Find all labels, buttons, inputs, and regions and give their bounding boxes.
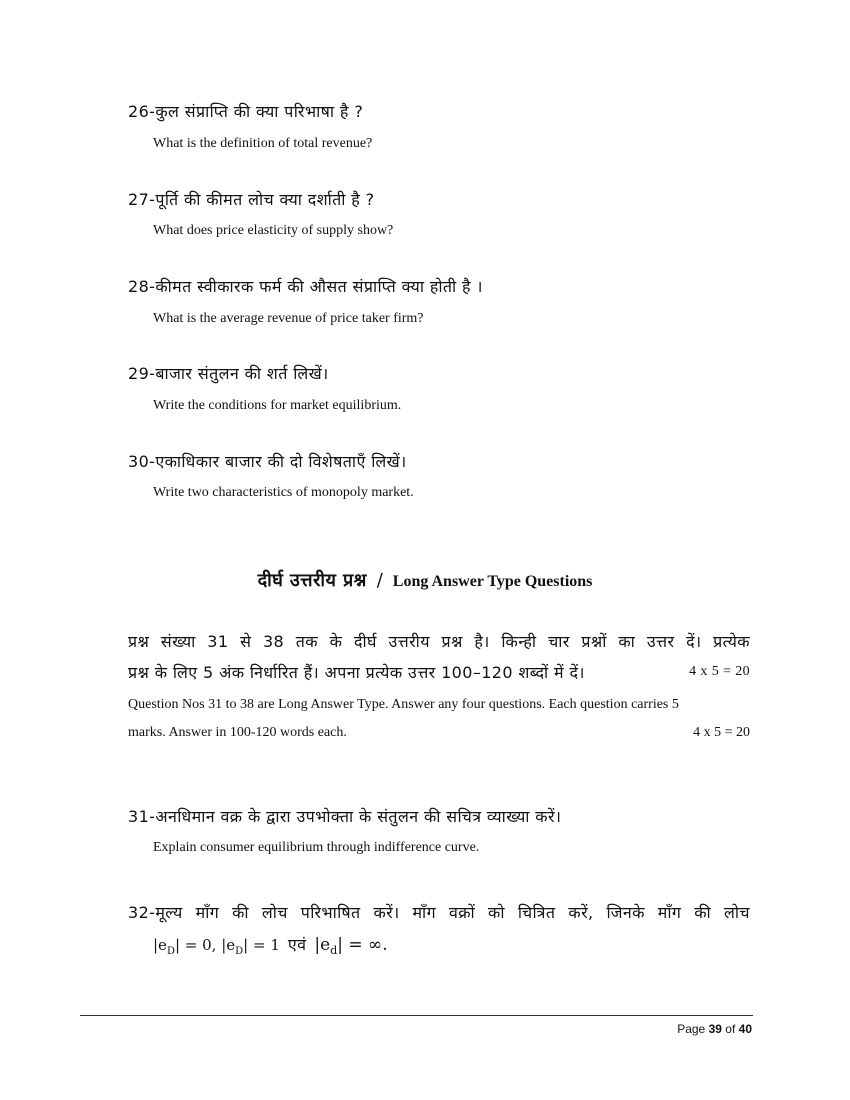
math-eq-one: | = 1 (243, 936, 280, 954)
instructions-english-line2: marks. Answer in 100-120 words each. (128, 725, 347, 740)
section-title-english: Long Answer Type Questions (392, 573, 593, 590)
page-footer (677, 1022, 752, 1036)
section-separator: / (376, 570, 383, 591)
instructions-english-line2-row (128, 725, 750, 741)
instructions-hindi-line2-row (128, 661, 750, 683)
instructions-english-line1: Question Nos 31 to 38 are Long Answer Type. Answer any four questions. Each question carries 5 (128, 697, 679, 712)
question-31-hindi: 31-अनधिमान वक्र के द्वारा उपभोक्ता के संतुलन की सचित्र व्याख्या करें। (128, 807, 562, 826)
page-number: 39 (708, 1022, 722, 1036)
question-30-english: Write two characteristics of monopoly market. (153, 485, 414, 500)
math-abs-ed-open: |e (153, 936, 167, 954)
question-31-english: Explain consumer equilibrium through indifference curve. (153, 840, 480, 855)
section-heading (0, 568, 850, 592)
question-28-hindi: 28-कीमत स्वीकारक फर्म की औसत संप्राप्ति क्या होती है । (128, 277, 483, 296)
marks-english: 4 x 5 = 20 (693, 725, 750, 740)
question-32-math (153, 933, 388, 957)
question-26-english: What is the definition of total revenue? (153, 136, 373, 151)
math-abs-ed-open-2: |e (314, 935, 331, 955)
question-30-hindi: 30-एकाधिकार बाजार की दो विशेषताएँ लिखें। (128, 452, 407, 471)
footer-divider (80, 1015, 753, 1016)
question-29-hindi: 29-बाजार संतुलन की शर्त लिखें। (128, 364, 329, 383)
question-32-hindi: 32-मूल्य माँग की लोच परिभाषित करें। माँग वक्रों को चित्रित करें, जिनके माँग की लोच (128, 903, 750, 922)
question-27-english: What does price elasticity of supply show? (153, 223, 394, 238)
instructions-hindi-line2: प्रश्न के लिए 5 अंक निर्धारित हैं। अपना प्रत्येक उत्तर 100–120 शब्दों में दें। (128, 663, 585, 682)
total-pages: 40 (738, 1022, 752, 1036)
question-28-english: What is the average revenue of price taker firm? (153, 311, 424, 326)
question-29-english: Write the conditions for market equilibrium. (153, 398, 402, 413)
page-label: Page (677, 1022, 706, 1036)
math-sub-d1: D (166, 946, 175, 958)
math-eq-infinity: | = ∞. (337, 935, 388, 955)
math-conjunction: एवं (287, 935, 307, 954)
marks-hindi: 4 x 5 = 20 (689, 664, 750, 679)
of-label: of (725, 1022, 736, 1036)
question-27-hindi: 27-पूर्ति की कीमत लोच क्या दर्शाती है ? (128, 190, 375, 209)
math-eq-zero: | = 0, |e (174, 936, 236, 954)
math-sub-d3: d (330, 944, 338, 958)
math-sub-d2: D (235, 946, 244, 958)
section-title-hindi: दीर्घ उत्तरीय प्रश्न (257, 570, 367, 591)
instructions-hindi-line1: प्रश्न संख्या 31 से 38 तक के दीर्घ उत्तरीय प्रश्न है। किन्ही चार प्रश्नों का उत्तर दें। प्रत्येक (128, 632, 750, 651)
question-26-hindi: 26-कुल संप्राप्ति की क्या परिभाषा है ? (128, 102, 364, 121)
